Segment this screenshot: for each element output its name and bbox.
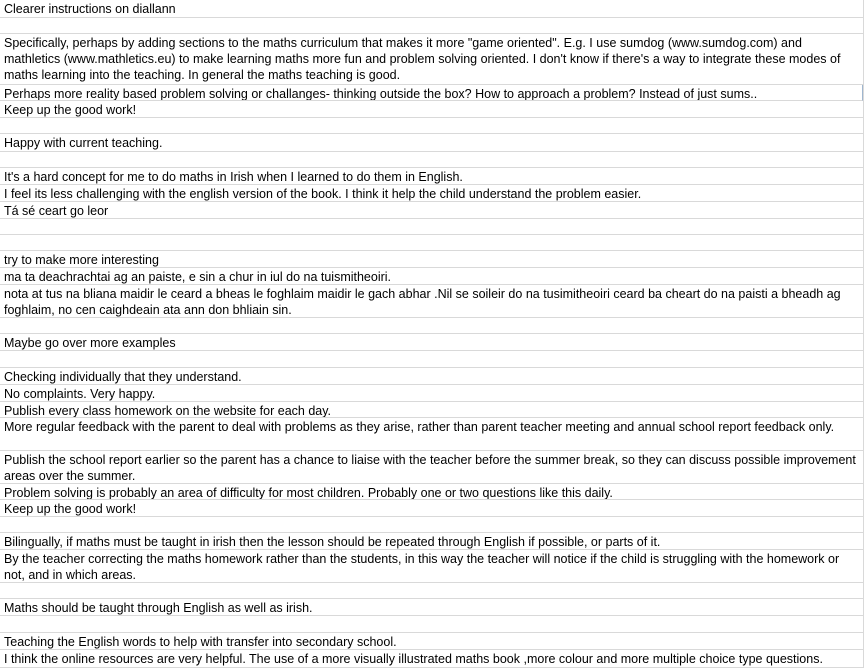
spreadsheet-cell[interactable]: Publish the school report earlier so the parent has a chance to liaise with the teacher before the summer break, so they can discuss possible improvement areas over the summer. xyxy=(0,451,863,484)
spreadsheet-cell[interactable]: Specifically, perhaps by adding sections to the maths curriculum that makes it more "game oriented". E.g. I use sumdog (www.sumdog.com) and mathletics (www.mathletics.eu) to make learning maths more fun and problem solving oriented. I don't know if there's a way to integrate these modes of maths learning into the teaching. In general the maths teaching is good. xyxy=(0,34,863,85)
spreadsheet-cell[interactable]: I think the online resources are very helpful. The use of a more visually illustrated maths book ,more colour and more multiple choice type questions. xyxy=(0,650,863,668)
spreadsheet-cell[interactable]: Maths should be taught through English as well as irish. xyxy=(0,599,863,616)
spreadsheet-cell[interactable] xyxy=(0,616,863,633)
spreadsheet-cell[interactable] xyxy=(0,152,863,168)
spreadsheet-cell[interactable]: More regular feedback with the parent to deal with problems as they arise, rather than parent teacher meeting and annual school report feedback only. xyxy=(0,418,863,451)
spreadsheet-cell[interactable]: Maybe go over more examples xyxy=(0,334,863,351)
spreadsheet-cell[interactable]: Checking individually that they understand. xyxy=(0,368,863,385)
spreadsheet-cell[interactable]: nota at tus na bliana maidir le ceard a bheas le foghlaim maidir le gach abhar .Nil se soileir do na tusimitheoiri ceard ba cheart do na paisti a bheadh ag foghlaim, no cen caighdeain ata ann don bhliain sin. xyxy=(0,285,863,318)
spreadsheet-cell[interactable]: Tá sé ceart go leor xyxy=(0,202,863,219)
spreadsheet-cell[interactable]: Clearer instructions on diallann xyxy=(0,0,863,18)
spreadsheet-cell[interactable]: I feel its less challenging with the english version of the book. I think it help the child understand the problem easier. xyxy=(0,185,863,202)
spreadsheet-cell[interactable] xyxy=(0,118,863,134)
spreadsheet-cell[interactable]: Bilingually, if maths must be taught in irish then the lesson should be repeated through English if possible, or parts of it. xyxy=(0,533,863,550)
spreadsheet-cell[interactable]: Problem solving is probably an area of difficulty for most children. Probably one or two questions like this daily. xyxy=(0,484,863,500)
spreadsheet-cell[interactable] xyxy=(0,235,863,251)
spreadsheet-cell[interactable]: Happy with current teaching. xyxy=(0,134,863,152)
spreadsheet-cell[interactable] xyxy=(0,219,863,235)
spreadsheet-cell[interactable]: ma ta deachrachtai ag an paiste, e sin a chur in iul do na tuismitheoiri. xyxy=(0,268,863,285)
spreadsheet-cell[interactable] xyxy=(0,583,863,599)
spreadsheet-cell[interactable]: No complaints. Very happy. xyxy=(0,385,863,402)
spreadsheet-cell[interactable] xyxy=(0,517,863,533)
spreadsheet-cell[interactable] xyxy=(0,18,863,34)
spreadsheet-cell[interactable]: Teaching the English words to help with transfer into secondary school. xyxy=(0,633,863,650)
spreadsheet-cell[interactable]: Keep up the good work! xyxy=(0,101,863,118)
spreadsheet-cell[interactable]: Keep up the good work! xyxy=(0,500,863,517)
spreadsheet-cell[interactable]: Perhaps more reality based problem solving or challanges- thinking outside the box? How to approach a problem? Instead of just sums.. xyxy=(0,85,863,101)
spreadsheet-cell[interactable] xyxy=(0,351,863,368)
spreadsheet-cell[interactable]: Publish every class homework on the website for each day. xyxy=(0,402,863,418)
spreadsheet-cell[interactable]: By the teacher correcting the maths homework rather than the students, in this way the teacher will notice if the child is struggling with the homework or not, and in which areas. xyxy=(0,550,863,583)
spreadsheet-cell[interactable]: try to make more interesting xyxy=(0,251,863,268)
spreadsheet-cell[interactable] xyxy=(0,318,863,334)
spreadsheet-cell[interactable]: It's a hard concept for me to do maths in Irish when I learned to do them in English. xyxy=(0,168,863,185)
